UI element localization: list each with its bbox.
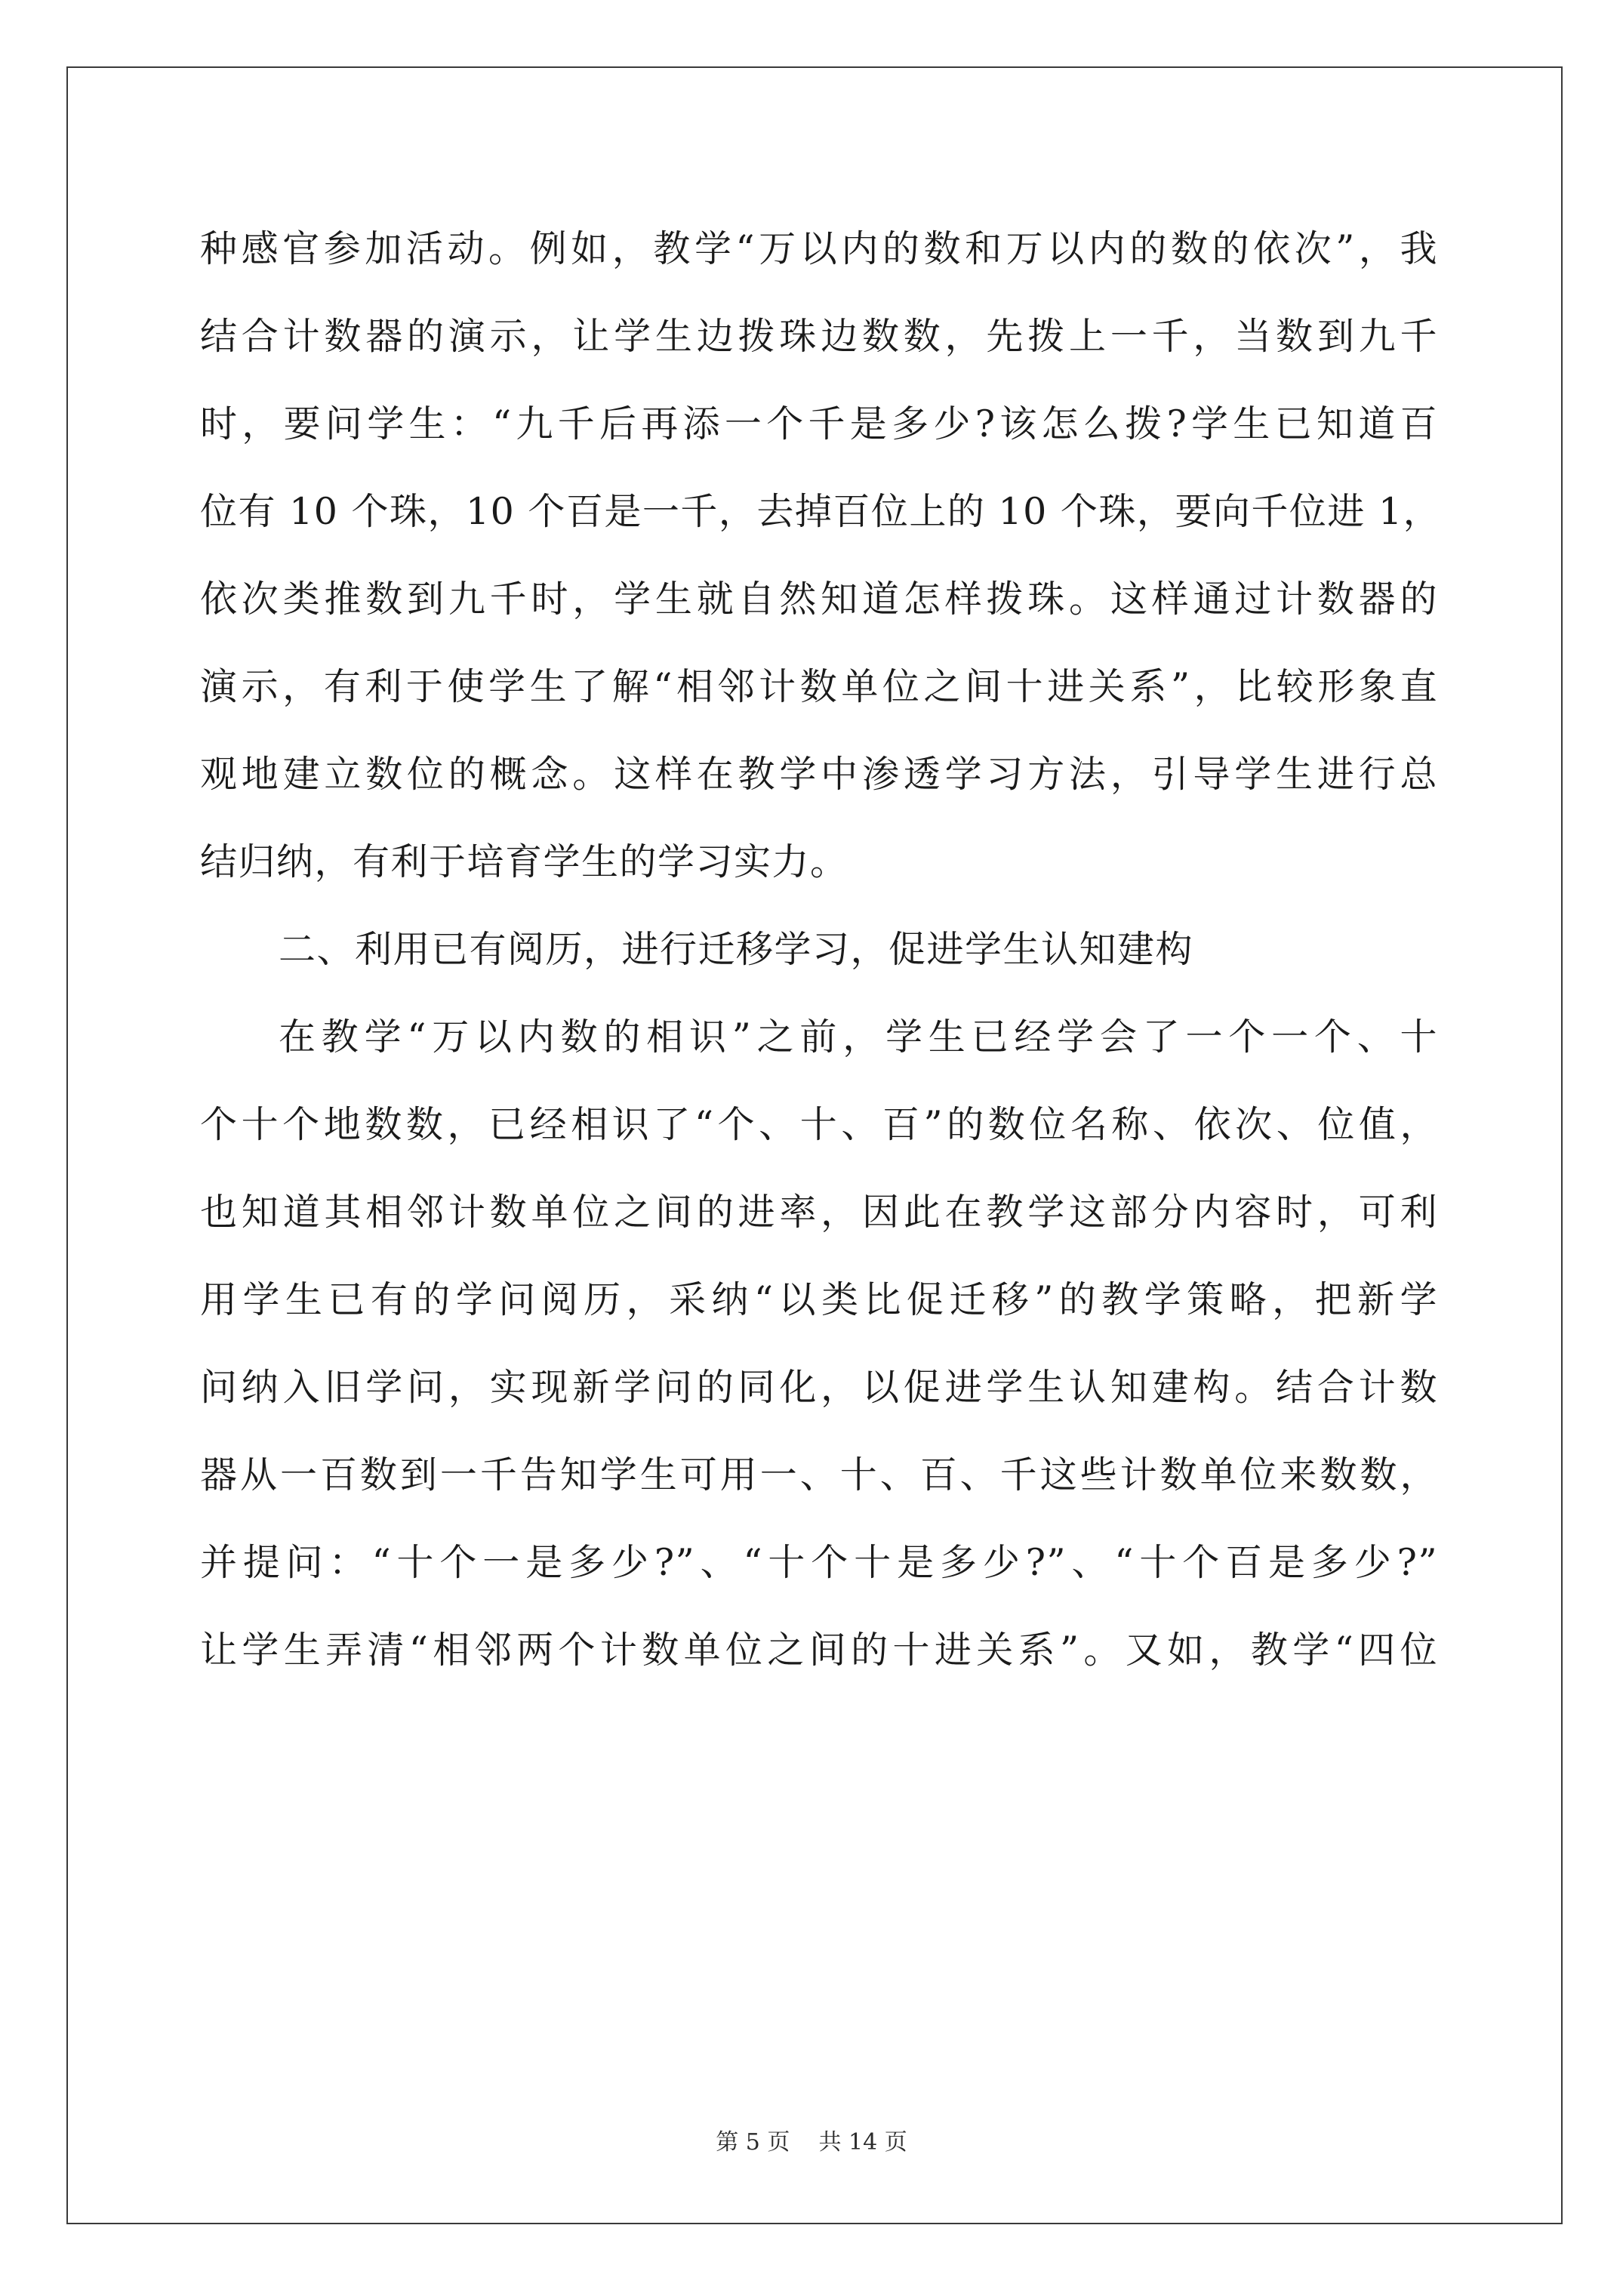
paragraph-line: 种感官参加活动。例如，教学“万以内的数和万以内的数的依次”，我 [200, 227, 1438, 270]
paragraph-line: 结归纳，有利于培育学生的学习实力。 [200, 840, 848, 883]
paragraph-line: 也知道其相邻计数单位之间的进率，因此在教学这部分内容时，可利 [200, 1191, 1438, 1234]
paragraph-line: 用学生已有的学问阅历，采纳“以类比促迁移”的教学策略，把新学 [200, 1278, 1438, 1321]
paragraph-line: 观地建立数位的概念。这样在教学中渗透学习方法，引导学生进行总 [200, 753, 1438, 796]
paragraph-line: 结合计数器的演示，让学生边拨珠边数数，先拨上一千，当数到九千 [200, 315, 1438, 358]
paragraph-line: 问纳入旧学问，实现新学问的同化，以促进学生认知建构。结合计数 [200, 1366, 1438, 1409]
paragraph-line: 并提问：“十个一是多少?”、“十个十是多少?”、“十个百是多少?” [200, 1541, 1438, 1584]
paragraph-line: 位有 10 个珠，10 个百是一千，去掉百位上的 10 个珠，要向千位进 1， [200, 490, 1442, 533]
paragraph-line: 依次类推数到九千时，学生就自然知道怎样拨珠。这样通过计数器的 [200, 578, 1438, 621]
paragraph-line: 个十个地数数，已经相识了“个、十、百”的数位名称、依次、位值， [200, 1103, 1438, 1146]
paragraph-line: 时，要问学生：“九千后再添一个千是多少?该怎么拨?学生已知道百 [200, 402, 1438, 445]
paragraph-line: 在教学“万以内数的相识”之前，学生已经学会了一个一个、十 [279, 1015, 1438, 1059]
document-body [200, 205, 1442, 1694]
paragraph-line: 演示，有利于使学生了解“相邻计数单位之间十进关系”，比较形象直 [200, 665, 1438, 708]
paragraph-line: 让学生弄清“相邻两个计数单位之间的十进关系”。又如，教学“四位 [200, 1629, 1438, 1672]
paragraph-line: 器从一百数到一千告知学生可用一、十、百、千这些计数单位来数数， [200, 1453, 1438, 1496]
page-footer: 第 5 页 共 14 页 [716, 2129, 907, 2156]
section-heading: 二、利用已有阅历，进行迁移学习，促进学生认知建构 [279, 928, 1194, 971]
